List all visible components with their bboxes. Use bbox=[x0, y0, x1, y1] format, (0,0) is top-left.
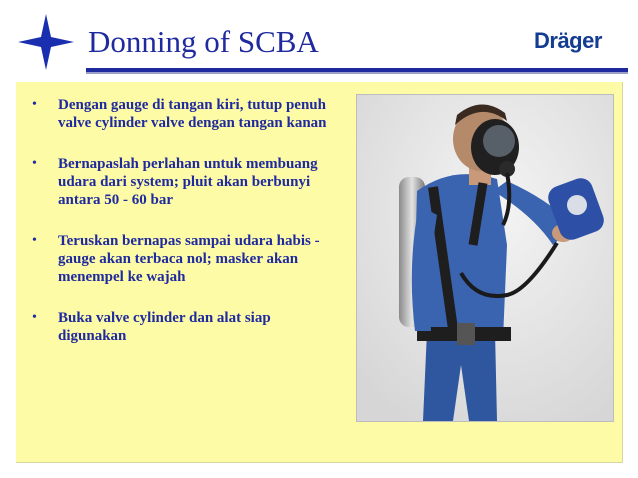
bullet-dot: • bbox=[32, 156, 37, 171]
bullet-list bbox=[28, 96, 338, 368]
bullet-dot: • bbox=[32, 97, 37, 112]
scba-worker-illustration bbox=[357, 95, 613, 421]
list-item bbox=[28, 155, 338, 209]
bullet-text: Teruskan bernapas sampai udara habis - gauge akan terbaca nol; masker akan menempel ke wajah bbox=[58, 233, 320, 285]
bullet-dot: • bbox=[32, 233, 37, 248]
bullet-text: Dengan gauge di tangan kiri, tutup penuh valve cylinder valve dengan tangan kanan bbox=[58, 97, 327, 131]
slide-title: Donning of SCBA bbox=[88, 24, 319, 59]
bullet-dot: • bbox=[32, 310, 37, 325]
bullet-text: Bernapaslah perlahan untuk membuang udara dari system; pluit akan berbunyi antara 50 - 60 bar bbox=[58, 156, 318, 208]
compass-star-icon bbox=[18, 14, 74, 70]
list-item bbox=[28, 96, 338, 132]
brand-logo: Dräger bbox=[534, 28, 602, 53]
list-item bbox=[28, 309, 338, 345]
list-item bbox=[28, 232, 338, 286]
scba-photo bbox=[356, 94, 614, 422]
bullet-text: Buka valve cylinder dan alat siap digunakan bbox=[58, 310, 271, 344]
title-underline-shadow bbox=[86, 72, 628, 74]
